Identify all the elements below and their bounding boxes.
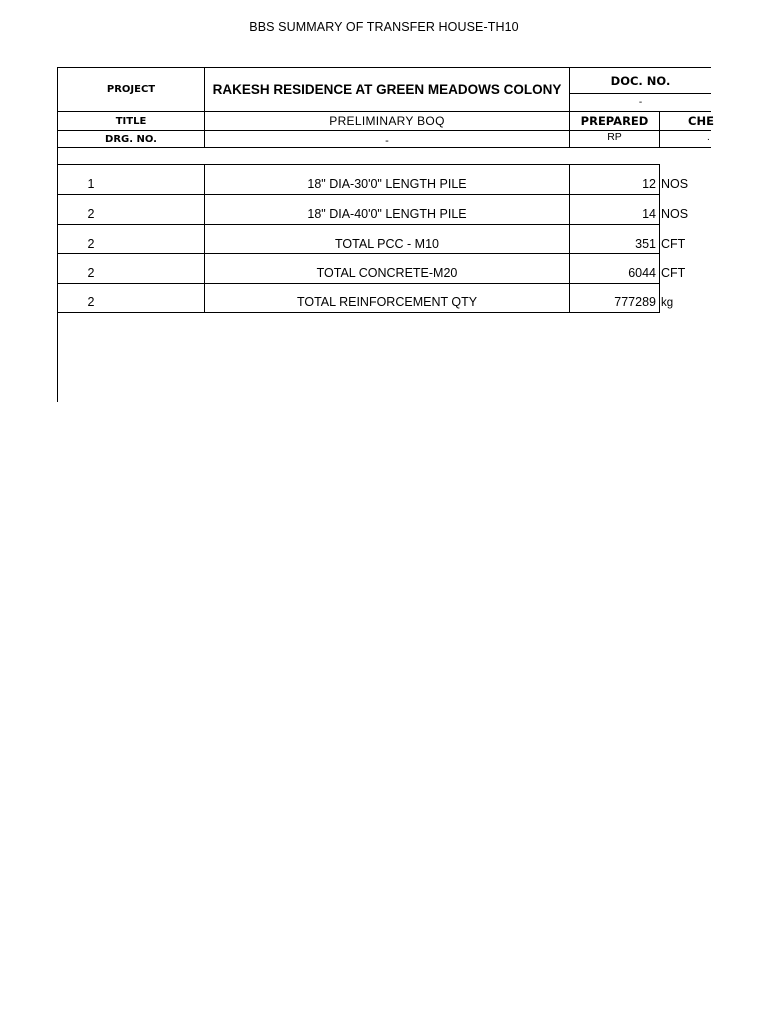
checked-label-cell (660, 112, 714, 130)
item-no: 2 (87, 266, 95, 280)
title-value: PRELIMINARY BOQ (329, 114, 445, 128)
checked-label: CHE (688, 114, 714, 128)
item-unit: NOS (661, 207, 689, 221)
item-qty: 777289 (614, 295, 656, 309)
item-qty: 351 (635, 237, 656, 251)
item-unit: CFT (661, 266, 686, 280)
item-qty: 12 (642, 177, 656, 191)
checked-value: . (707, 131, 710, 143)
doc-no-value: - (638, 97, 643, 108)
item-unit: CFT (661, 237, 686, 251)
items-col-divider-3 (659, 164, 660, 313)
prepared-value: RP (607, 131, 622, 143)
item-description: TOTAL PCC - M10 (335, 237, 439, 251)
item-unit: kg (661, 297, 674, 309)
drg-no-value: - (385, 135, 389, 147)
item-unit: NOS (661, 177, 689, 191)
item-description: 18" DIA-40'0" LENGTH PILE (307, 207, 467, 221)
doc-no-label-cell (570, 68, 711, 93)
drg-no-label: DRG. NO. (105, 133, 157, 145)
item-no: 2 (87, 207, 95, 221)
project-value: RAKESH RESIDENCE AT GREEN MEADOWS COLONY (212, 82, 562, 97)
prepared-label: PREPARED (580, 114, 649, 128)
title-label: TITLE (115, 115, 147, 127)
doc-no-label: DOC. NO. (610, 73, 671, 88)
item-description: TOTAL REINFORCEMENT QTY (296, 295, 478, 309)
item-description: TOTAL CONCRETE-M20 (316, 266, 458, 280)
item-no: 1 (87, 177, 95, 191)
project-label: PROJECT (106, 84, 156, 95)
item-no: 2 (87, 237, 95, 251)
item-description: 18" DIA-30'0" LENGTH PILE (307, 177, 467, 191)
item-no: 2 (87, 295, 95, 309)
item-qty: 6044 (628, 266, 656, 280)
page-title: BBS SUMMARY OF TRANSFER HOUSE-TH10 (249, 20, 519, 34)
item-qty: 14 (642, 207, 656, 221)
